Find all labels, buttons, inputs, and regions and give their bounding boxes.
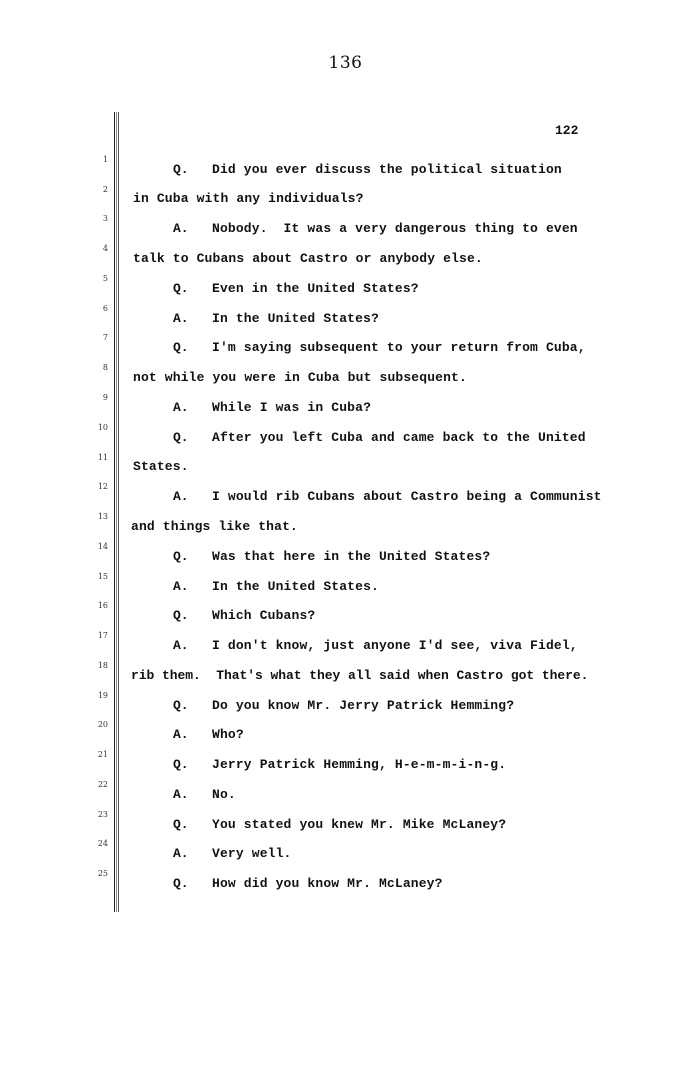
speaker-label: A. [173, 846, 189, 861]
transcript-line: How did you know Mr. McLaney? [212, 876, 443, 891]
speaker-label: A. [173, 311, 189, 326]
transcript-line: Was that here in the United States? [212, 549, 491, 564]
transcript-line: While I was in Cuba? [212, 400, 372, 415]
speaker-label: A. [173, 787, 189, 802]
line-number: 22 [97, 780, 108, 789]
transcript-line: Even in the United States? [212, 281, 419, 296]
line-number: 17 [97, 631, 108, 640]
speaker-label: A. [173, 221, 189, 236]
speaker-label: Q. [173, 549, 189, 564]
transcript-line: States. [133, 459, 189, 474]
line-number: 21 [97, 750, 108, 759]
speaker-label: Q. [173, 430, 189, 445]
speaker-label: Q. [173, 698, 189, 713]
speaker-label: Q. [173, 876, 189, 891]
line-number: 18 [97, 661, 108, 670]
transcript-line: No. [212, 787, 236, 802]
line-number: 2 [102, 185, 108, 194]
transcript-line: Who? [212, 727, 244, 742]
transcript-line: After you left Cuba and came back to the United [212, 430, 586, 445]
line-number: 9 [102, 393, 108, 402]
speaker-label: A. [173, 489, 189, 504]
line-number: 10 [97, 423, 108, 432]
transcript-line: Nobody. It was a very dangerous thing to even [212, 221, 578, 236]
line-number: 24 [97, 839, 108, 848]
line-number: 13 [97, 512, 108, 521]
transcript-page-number: 122 [555, 123, 579, 138]
speaker-label: Q. [173, 162, 189, 177]
speaker-label: A. [173, 579, 189, 594]
transcript-line: in Cuba with any individuals? [133, 191, 364, 206]
transcript-line: In the United States? [212, 311, 379, 326]
line-number: 1 [102, 155, 108, 164]
folio-page-number: 136 [328, 53, 363, 73]
transcript-line: I would rib Cubans about Castro being a Communist [212, 489, 602, 504]
speaker-label: Q. [173, 340, 189, 355]
transcript-line: Do you know Mr. Jerry Patrick Hemming? [212, 698, 515, 713]
line-number: 12 [97, 482, 108, 491]
transcript-line: Did you ever discuss the political situation [212, 162, 562, 177]
line-number: 4 [102, 244, 108, 253]
line-number: 25 [97, 869, 108, 878]
line-number: 16 [97, 601, 108, 610]
transcript-line: I'm saying subsequent to your return from Cuba, [212, 340, 586, 355]
speaker-label: A. [173, 638, 189, 653]
speaker-label: A. [173, 727, 189, 742]
transcript-line: talk to Cubans about Castro or anybody else. [133, 251, 483, 266]
speaker-label: Q. [173, 817, 189, 832]
transcript-line: not while you were in Cuba but subsequent. [133, 370, 467, 385]
transcript-line: You stated you knew Mr. Mike McLaney? [212, 817, 507, 832]
line-number: 14 [97, 542, 108, 551]
line-number: 8 [102, 363, 108, 372]
speaker-label: Q. [173, 608, 189, 623]
line-number: 7 [102, 333, 108, 342]
speaker-label: A. [173, 400, 189, 415]
transcript-line: and things like that. [131, 519, 298, 534]
line-number: 3 [102, 214, 108, 223]
transcript-line: Very well. [212, 846, 292, 861]
speaker-label: Q. [173, 281, 189, 296]
transcript-line: rib them. That's what they all said when Castro got there. [131, 668, 589, 683]
transcript-line: Which Cubans? [212, 608, 316, 623]
left-margin-rule [114, 112, 119, 912]
transcript-line: In the United States. [212, 579, 379, 594]
line-number: 20 [97, 720, 108, 729]
line-number: 11 [97, 453, 108, 462]
transcript-line: I don't know, just anyone I'd see, viva Fidel, [212, 638, 578, 653]
transcript-line: Jerry Patrick Hemming, H-e-m-m-i-n-g. [212, 757, 507, 772]
speaker-label: Q. [173, 757, 189, 772]
line-number: 19 [97, 691, 108, 700]
line-number: 15 [97, 572, 108, 581]
line-number: 23 [97, 810, 108, 819]
line-number: 6 [102, 304, 108, 313]
line-number: 5 [102, 274, 108, 283]
